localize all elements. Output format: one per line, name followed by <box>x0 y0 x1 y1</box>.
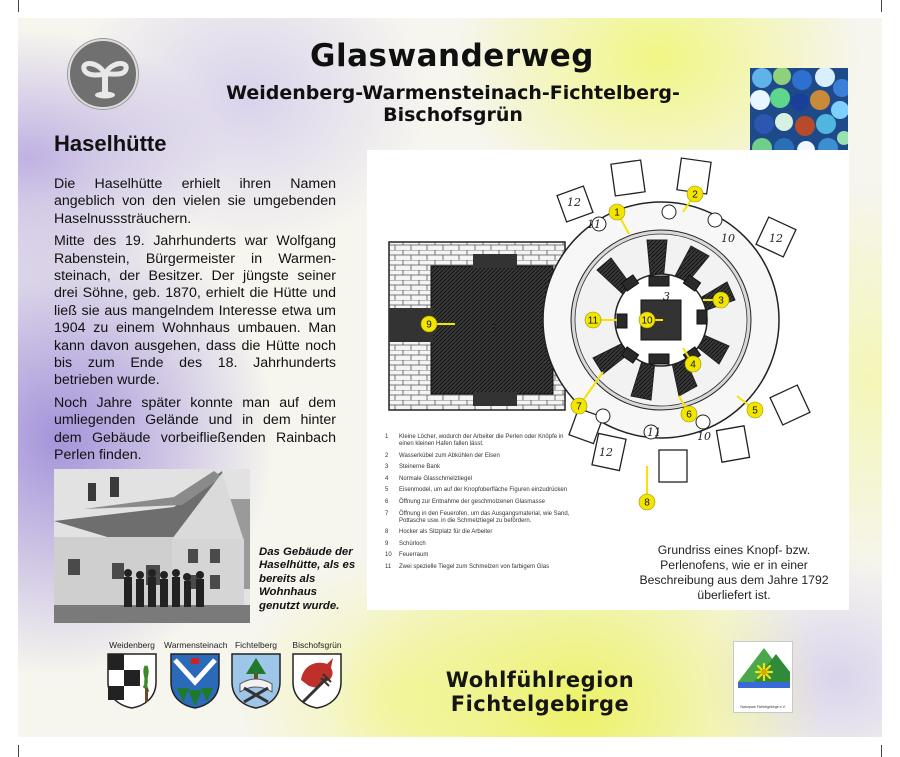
drawing-number: 3 <box>663 290 670 303</box>
legend-item: 5 Eisenmodel, um auf der Knopfoberfläche Figuren einzudrücken <box>385 487 568 494</box>
plan-marker-label: 5 <box>752 405 758 417</box>
plan-marker-label: 8 <box>644 497 650 509</box>
crest-weidenberg <box>101 640 163 712</box>
bischofsgruen-crest-icon <box>291 652 343 710</box>
plan-marker-label: 10 <box>641 315 653 327</box>
legend-item: 11 Zwei spezielle Tiegel zum Schmelzen von farbigem Glas <box>385 563 550 570</box>
plan-legend <box>385 434 575 576</box>
page-title: Glaswanderweg <box>310 38 594 74</box>
plan-marker-label: 3 <box>718 295 724 307</box>
plan-marker-label: 1 <box>614 207 620 219</box>
crest-label: Weidenberg <box>109 640 155 650</box>
region-slogan: Wohlfühlregion Fichtelgebirge <box>445 668 635 716</box>
plan-marker-label: 11 <box>587 315 599 327</box>
legend-item: 1 Kleine Löcher, wodurch der Arbeiter die Perlen oder Knöpfe in einen kleinen Hafen fallen lässt. <box>385 434 564 447</box>
legend-item: 6 Öffnung zur Entnahme der geschmolzenen Glasmasse <box>385 498 545 505</box>
plan-marker-label: 9 <box>426 319 432 331</box>
legend-item: 4 Normale Glasschmelztiegel <box>385 475 473 482</box>
drawing-number: 12 <box>599 446 613 459</box>
paragraph: Mitte des 19. Jahrhunderts war Wolfgang Rabenstein, Bürgermeister in Warmen-steinach, der Besitzer. Der jüngste seiner drei Söhne, geb. 1870, erhielt die Hütte und ließ sie aus mangelndem Interesse etwa um 1904 zu einem Wohnhaus umbauen. Man kann davon ausgehen, dass die Hütte noch bis zum Ende des 18. Jahrhunderts betrieben wurde. <box>54 233 336 389</box>
legend-item: 3 Steinerne Bank <box>385 464 441 471</box>
legend-item: 9 Schürloch <box>385 540 426 547</box>
crop-mark <box>881 0 882 12</box>
naturpark-label: Naturpark Fichtelgebirge e.V. <box>740 705 786 709</box>
history-text <box>54 176 336 470</box>
crest-fichtelberg <box>225 640 287 712</box>
plan-marker-label: 4 <box>690 359 696 371</box>
drawing-number: 11 <box>647 426 661 439</box>
crop-mark <box>881 745 882 757</box>
crest-warmensteinach <box>164 640 226 712</box>
weidenberg-crest-icon <box>106 652 158 710</box>
crest-bischofsgruen <box>286 640 348 712</box>
plan-marker-label: 7 <box>576 401 582 413</box>
drawing-number: 12 <box>567 196 581 209</box>
plan-marker-label: 6 <box>686 409 692 421</box>
naturpark-logo <box>733 641 793 713</box>
drawing-number: 10 <box>721 232 735 245</box>
plan-caption: Grundriss eines Knopf- bzw. Perlenofens, wie er in einer Beschreibung aus dem Jahre 1792 überliefert ist. <box>639 543 829 602</box>
section-heading: Haselhütte <box>54 131 167 156</box>
legend-item: 10 Feuerraum <box>385 552 429 559</box>
fichtelberg-crest-icon <box>230 652 282 710</box>
crest-label: Warmensteinach <box>164 640 228 650</box>
drawing-number: 2 <box>651 252 658 265</box>
legend-item: 2 Wasserkübel zum Abkühlen der Eisen <box>385 452 500 459</box>
photo-caption: Das Gebäude der Haselhütte, als es bereits als Wohnhaus genutzt wurde. <box>259 546 356 612</box>
paragraph: Noch Jahre später konnte man auf dem umliegenden Gelände und in dem hinter dem Gebäude vorbeifließenden Rainbach Perlen finden. <box>54 394 336 464</box>
crest-label: Fichtelberg <box>234 640 278 650</box>
drawing-number: 1 <box>491 322 498 335</box>
crop-mark <box>18 745 19 757</box>
crest-label: Bischofsgrün <box>292 640 342 650</box>
legend-item: 7 Öffnung in den Feuerofen, um das Ausgangsmaterial, wie Sand, Pottasche usw. in die Schmelztiegel zu befördern. <box>385 510 570 524</box>
legend-item: 8 Hocker als Sitzplatz für die Arbeiter <box>385 529 493 536</box>
warmensteinach-crest-icon <box>169 652 221 710</box>
house-photo <box>54 469 250 623</box>
plan-marker-label: 2 <box>692 189 698 201</box>
crop-mark <box>18 0 19 12</box>
route-subtitle: Weidenberg-Warmensteinach-Fichtelberg-Bischofsgrün <box>226 82 680 126</box>
drawing-number: 10 <box>697 430 711 443</box>
drawing-number: 12 <box>769 232 783 245</box>
drawing-number: 11 <box>587 218 601 231</box>
paragraph: Die Haselhütte erhielt ihren Namen angeblich von den vielen sie umgebenden Haselnusssträuchern. <box>54 176 336 227</box>
